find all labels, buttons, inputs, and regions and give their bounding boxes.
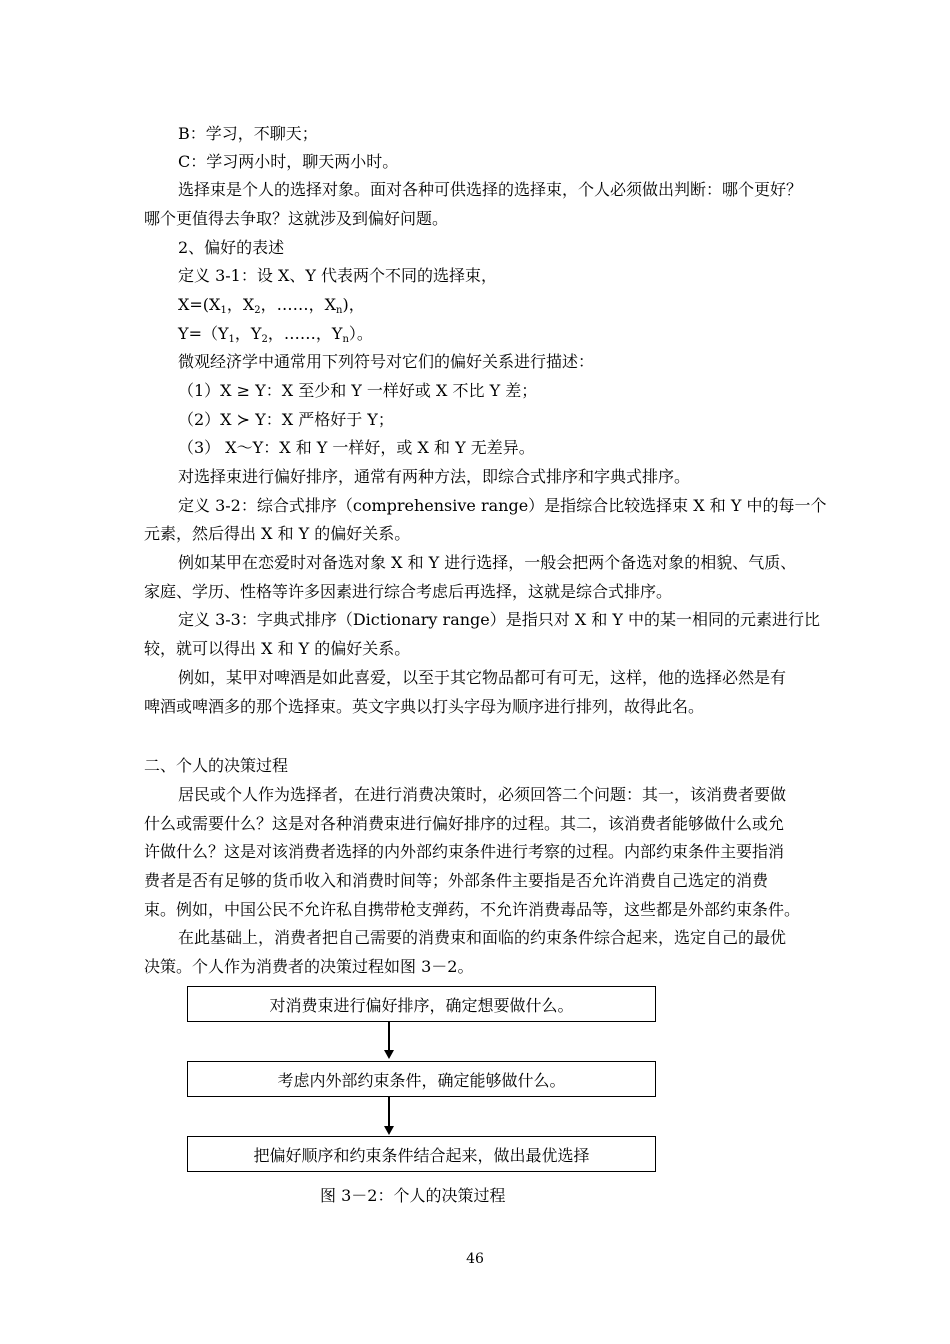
section-heading: 2、偏好的表述 [178, 238, 285, 257]
text-line: 在此基础上，消费者把自己需要的消费束和面临的约束条件综合起来，选定自己的最优 [178, 928, 787, 947]
text-line: 费者是否有足够的货币收入和消费时间等；外部条件主要指是否允许消费自己选定的消费 [144, 871, 769, 890]
figure-caption: 图 3－2：个人的决策过程 [320, 1186, 506, 1205]
flow-arrow [384, 1022, 394, 1059]
formula-y: $Y=(Y_1$，$Y_2$，……，$Y_n$）。 [178, 324, 373, 345]
page-number: 46 [466, 1251, 484, 1267]
flowchart-step-1: 对消费束进行偏好排序，确定想要做什么。 [187, 986, 656, 1022]
text-line: 例如，某甲对啤酒是如此喜爱，以至于其它物品都可有可无，这样，他的选择必然是有 [178, 668, 787, 687]
text-line: 决策。个人作为消费者的决策过程如图 3－2。 [144, 957, 474, 976]
text-line: 例如某甲在恋爱时对备选对象 X 和 Y 进行选择，一般会把两个备选对象的相貌、气质、 [178, 553, 797, 572]
text-line: 居民或个人作为选择者，在进行消费决策时，必须回答二个问题：其一，该消费者要做 [178, 785, 787, 804]
text-line: （1）X ≥ Y：X 至少和 Y 一样好或 X 不比 Y 差； [178, 381, 538, 400]
text-line: C：学习两小时，聊天两小时。 [178, 152, 399, 171]
text-line: 选择束是个人的选择对象。面对各种可供选择的选择束，个人必须做出判断：哪个更好？ [178, 180, 803, 199]
text-line: 哪个更值得去争取？这就涉及到偏好问题。 [144, 209, 449, 228]
text-line: 家庭、学历、性格等许多因素进行综合考虑后再选择，这就是综合式排序。 [144, 582, 673, 601]
flowchart-step-2: 考虑内外部约束条件，确定能够做什么。 [187, 1061, 656, 1097]
text-line: （2）X ≻ Y：X 严格好于 Y； [178, 410, 394, 429]
text-line: 定义 3-1：设 X、Y 代表两个不同的选择束， [178, 266, 497, 285]
text-line: 许做什么？这是对该消费者选择的内外部约束条件进行考察的过程。内部约束条件主要指消 [144, 842, 785, 861]
text-line: （3） X～Y：X 和 Y 一样好，或 X 和 Y 无差异。 [178, 438, 535, 457]
flowchart-step-3: 把偏好顺序和约束条件结合起来，做出最优选择 [187, 1136, 656, 1172]
text-line: 对选择束进行偏好排序，通常有两种方法，即综合式排序和字典式排序。 [178, 467, 691, 486]
text-line: 束。例如，中国公民不允许私自携带枪支弹药，不允许消费毒品等，这些都是外部约束条件。 [144, 900, 801, 919]
formula-x: $X=(X_1$，$X_2$，……，$X_n$)， [178, 295, 365, 316]
flow-arrow [384, 1097, 394, 1135]
text-line: 啤酒或啤酒多的那个选择束。英文字典以打头字母为顺序进行排列，故得此名。 [144, 697, 705, 716]
text-line: 元素，然后得出 X 和 Y 的偏好关系。 [144, 524, 411, 543]
text-line: 定义 3-2：综合式排序（comprehensive range）是指综合比较选择束 X 和 Y 中的每一个 [178, 496, 827, 515]
section-heading: 二、个人的决策过程 [144, 756, 289, 775]
text-line: 较，就可以得出 X 和 Y 的偏好关系。 [144, 639, 411, 658]
text-line: 定义 3-3：字典式排序（Dictionary range）是指只对 X 和 Y 中的某一相同的元素进行比 [178, 610, 821, 629]
text-line: B：学习，不聊天； [178, 124, 318, 143]
text-line: 什么或需要什么？这是对各种消费束进行偏好排序的过程。其二，该消费者能够做什么或允 [144, 814, 785, 833]
text-line: 微观经济学中通常用下列符号对它们的偏好关系进行描述： [178, 352, 595, 371]
